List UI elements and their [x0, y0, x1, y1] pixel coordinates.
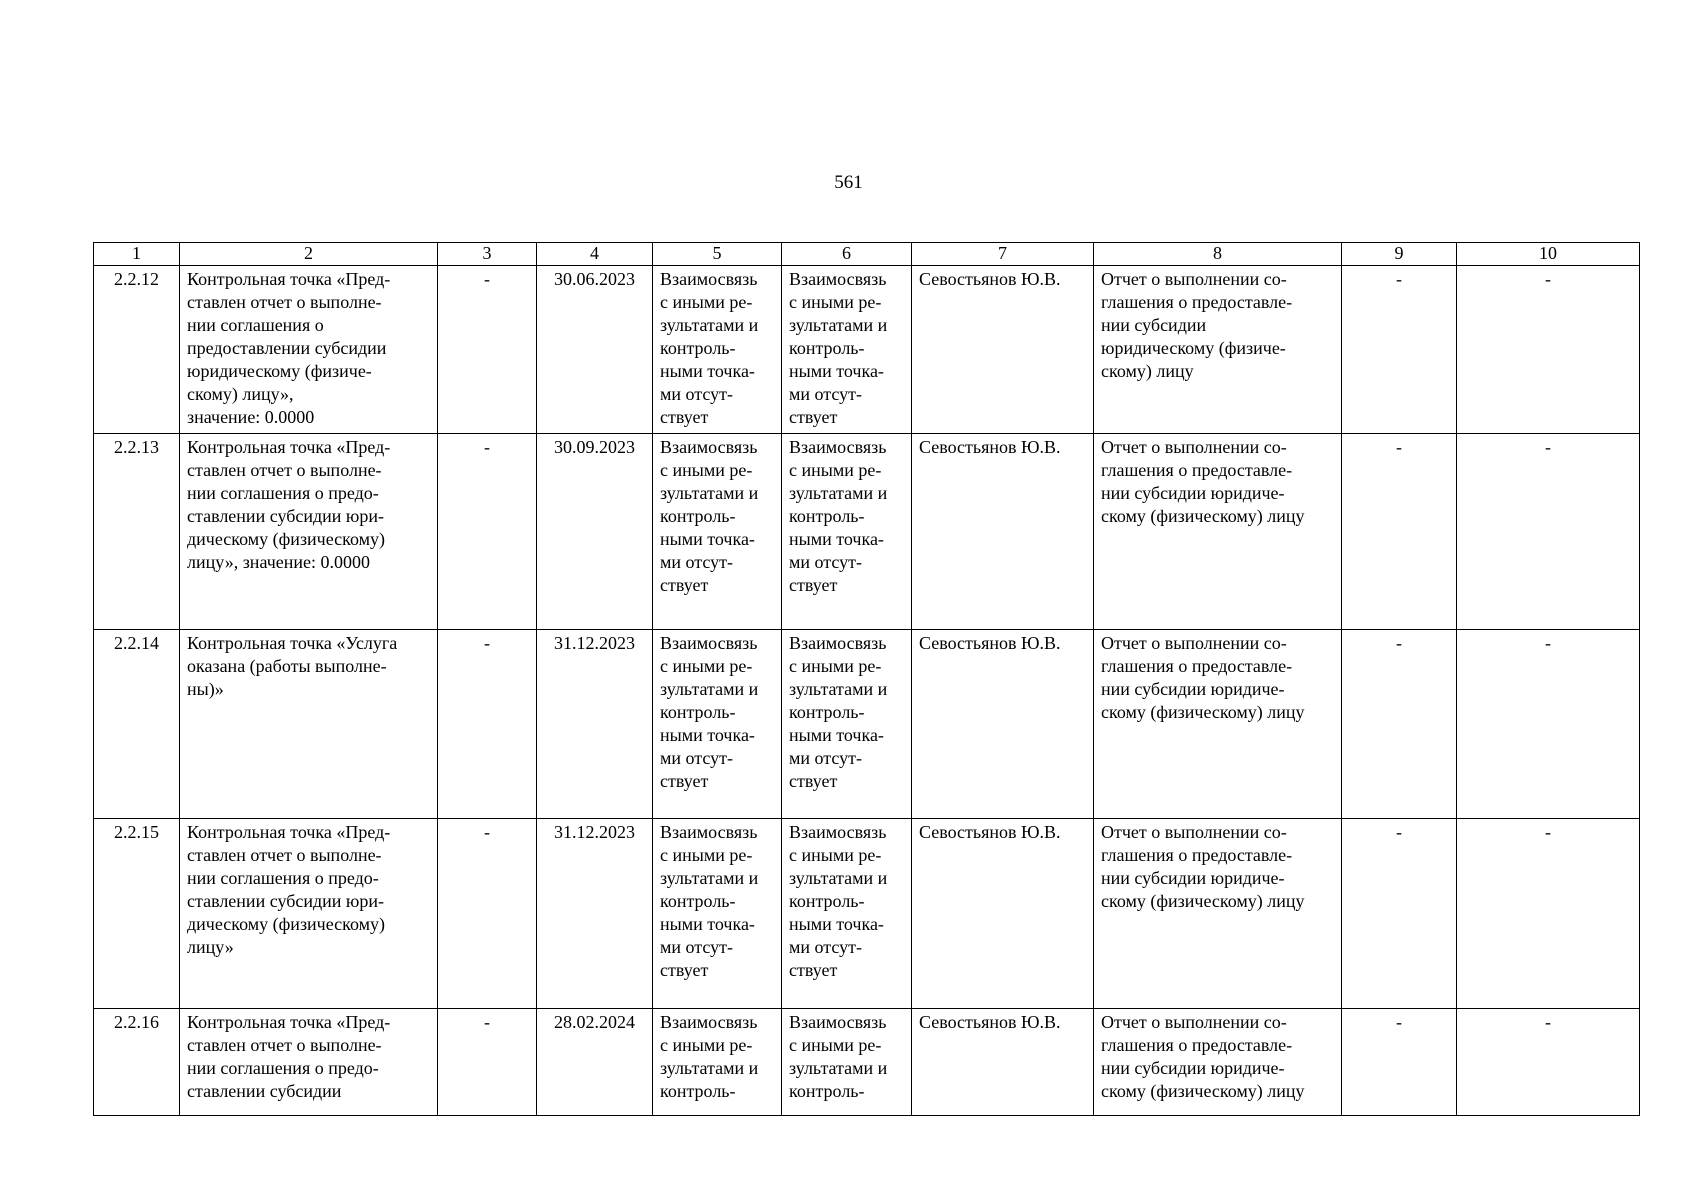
control-point-description: Контрольная точка «Пред- ставлен отчет о выполне- нии соглашения о предо- ставлении субсидии: [180, 1009, 438, 1116]
due-date: 31.12.2023: [537, 819, 653, 1009]
row-number: 2.2.14: [94, 630, 180, 819]
cell-col9: -: [1342, 434, 1457, 630]
control-points-table: [93, 242, 1640, 1116]
row-number: 2.2.16: [94, 1009, 180, 1116]
cell-col9: -: [1342, 266, 1457, 434]
cell-col9: -: [1342, 1009, 1457, 1116]
document-type: Отчет о выполнении со- глашения о предоставле- нии субсидии юридическому (физиче- скому) лицу: [1094, 266, 1342, 434]
relation-col5: Взаимосвязь с иными ре- зультатами и контроль- ными точка- ми отсут- ствует: [653, 819, 782, 1009]
column-header: 7: [912, 243, 1094, 266]
relation-col6: Взаимосвязь с иными ре- зультатами и контроль-: [782, 1009, 912, 1116]
table-row: [94, 819, 1640, 1009]
row-number: 2.2.15: [94, 819, 180, 1009]
row-number: 2.2.13: [94, 434, 180, 630]
page-number: 561: [834, 172, 863, 193]
responsible-person: Севостьянов Ю.В.: [912, 1009, 1094, 1116]
table-row: [94, 266, 1640, 434]
cell-col10: -: [1457, 434, 1640, 630]
table-row: [94, 434, 1640, 630]
column-header: 2: [180, 243, 438, 266]
column-header: 4: [537, 243, 653, 266]
cell-col9: -: [1342, 819, 1457, 1009]
responsible-person: Севостьянов Ю.В.: [912, 819, 1094, 1009]
control-point-description: Контрольная точка «Пред- ставлен отчет о выполне- нии соглашения о предо- ставлении субсидии юри- дическому (физическому) лицу», значение: 0.0000: [180, 434, 438, 630]
cell-col3: -: [438, 434, 537, 630]
table-row: [94, 1009, 1640, 1116]
relation-col5: Взаимосвязь с иными ре- зультатами и контроль- ными точка- ми отсут- ствует: [653, 266, 782, 434]
column-header: 1: [94, 243, 180, 266]
cell-col3: -: [438, 630, 537, 819]
column-header: 6: [782, 243, 912, 266]
cell-col10: -: [1457, 1009, 1640, 1116]
cell-col3: -: [438, 1009, 537, 1116]
document-type: Отчет о выполнении со- глашения о предоставле- нии субсидии юридиче- скому (физическому) лицу: [1094, 1009, 1342, 1116]
column-header: 9: [1342, 243, 1457, 266]
table-header-row: [94, 243, 1640, 266]
due-date: 30.09.2023: [537, 434, 653, 630]
due-date: 28.02.2024: [537, 1009, 653, 1116]
responsible-person: Севостьянов Ю.В.: [912, 630, 1094, 819]
responsible-person: Севостьянов Ю.В.: [912, 266, 1094, 434]
cell-col3: -: [438, 819, 537, 1009]
cell-col9: -: [1342, 630, 1457, 819]
relation-col6: Взаимосвязь с иными ре- зультатами и контроль- ными точка- ми отсут- ствует: [782, 630, 912, 819]
column-header: 3: [438, 243, 537, 266]
document-type: Отчет о выполнении со- глашения о предоставле- нии субсидии юридиче- скому (физическому) лицу: [1094, 434, 1342, 630]
document-type: Отчет о выполнении со- глашения о предоставле- нии субсидии юридиче- скому (физическому) лицу: [1094, 630, 1342, 819]
document-type: Отчет о выполнении со- глашения о предоставле- нии субсидии юридиче- скому (физическому) лицу: [1094, 819, 1342, 1009]
table-row: [94, 630, 1640, 819]
due-date: 31.12.2023: [537, 630, 653, 819]
cell-col10: -: [1457, 630, 1640, 819]
row-number: 2.2.12: [94, 266, 180, 434]
cell-col10: -: [1457, 819, 1640, 1009]
column-header: 10: [1457, 243, 1640, 266]
relation-col6: Взаимосвязь с иными ре- зультатами и контроль- ными точка- ми отсут- ствует: [782, 434, 912, 630]
control-point-description: Контрольная точка «Пред- ставлен отчет о выполне- нии соглашения о предоставлении субсидии юридическому (физиче- скому) лицу», значение: 0.0000: [180, 266, 438, 434]
responsible-person: Севостьянов Ю.В.: [912, 434, 1094, 630]
relation-col5: Взаимосвязь с иными ре- зультатами и контроль-: [653, 1009, 782, 1116]
column-header: 5: [653, 243, 782, 266]
column-header: 8: [1094, 243, 1342, 266]
due-date: 30.06.2023: [537, 266, 653, 434]
control-point-description: Контрольная точка «Пред- ставлен отчет о выполне- нии соглашения о предо- ставлении субсидии юри- дическому (физическому) лицу»: [180, 819, 438, 1009]
relation-col6: Взаимосвязь с иными ре- зультатами и контроль- ными точка- ми отсут- ствует: [782, 819, 912, 1009]
control-point-description: Контрольная точка «Услуга оказана (работы выполне- ны)»: [180, 630, 438, 819]
relation-col6: Взаимосвязь с иными ре- зультатами и контроль- ными точка- ми отсут- ствует: [782, 266, 912, 434]
relation-col5: Взаимосвязь с иными ре- зультатами и контроль- ными точка- ми отсут- ствует: [653, 434, 782, 630]
cell-col3: -: [438, 266, 537, 434]
relation-col5: Взаимосвязь с иными ре- зультатами и контроль- ными точка- ми отсут- ствует: [653, 630, 782, 819]
cell-col10: -: [1457, 266, 1640, 434]
